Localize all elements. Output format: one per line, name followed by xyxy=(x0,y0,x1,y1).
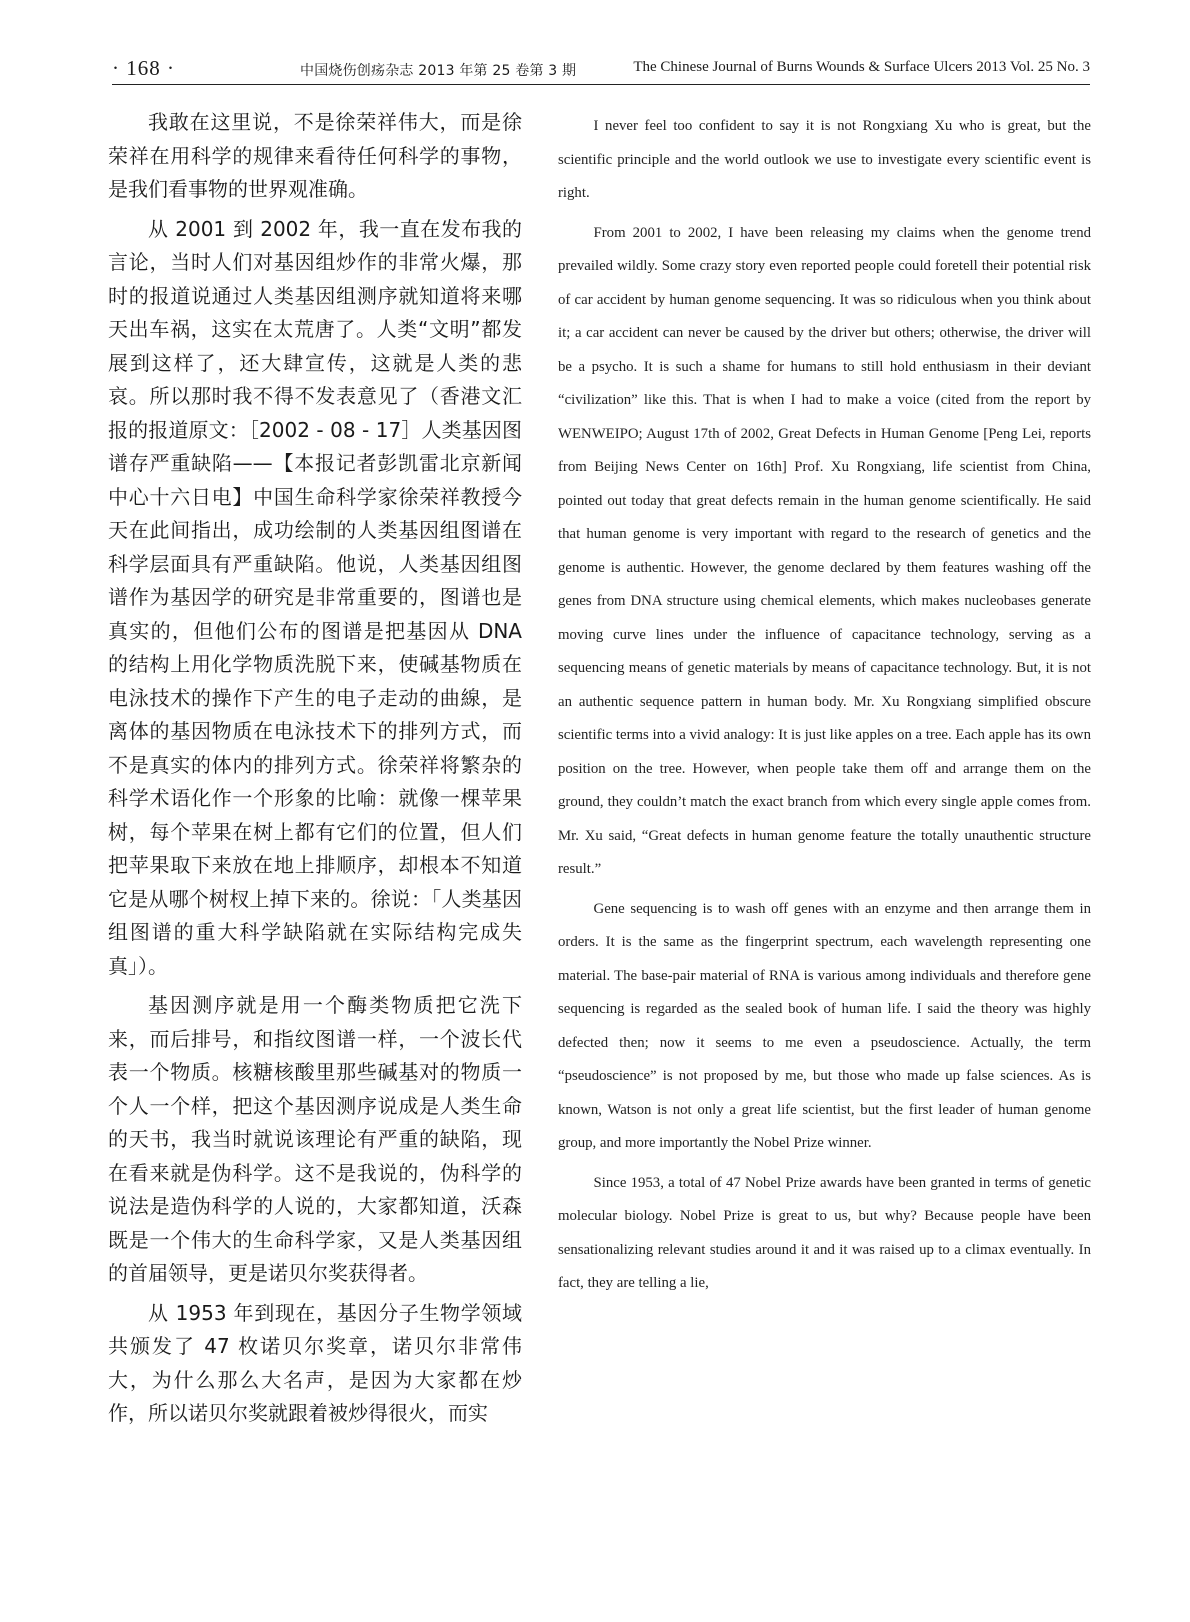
english-paragraph: Gene sequencing is to wash off genes with an enzyme and then arrange them in orders. It is the same as the fingerprint spectrum, each wavelength representing one material. The base-pair material of RNA is various among individuals and therefore gene sequencing is regarded as the sealed book of human life. I said the theory was highly defected then; now it seems to me even a pseudoscience. Actually, the term “pseudoscience” is not proposed by me, but those who made up false sciences. As is known, Watson is not only a great life scientist, but the first leader of human genome group, and more importantly the Nobel Prize winner. xyxy=(558,900,1091,1151)
chinese-column xyxy=(108,106,522,1437)
chinese-paragraph: 我敢在这里说，不是徐荣祥伟大，而是徐荣祥在用科学的规律来看待任何科学的事物，是我们看事物的世界观准确。 xyxy=(108,110,522,201)
english-paragraph: Since 1953, a total of 47 Nobel Prize awards have been granted in terms of genetic molecular biology. Nobel Prize is great to us, but why? Because people have been sensationalizing relevant studies around it and it was raised up to a climax eventually. In fact, they are telling a lie, xyxy=(558,1174,1091,1291)
chinese-paragraph: 基因测序就是用一个酶类物质把它洗下来，而后排号，和指纹图谱一样，一个波长代表一个物质。核糖核酸里那些碱基对的物质一个人一个样，把这个基因测序说成是人类生命的天书，我当时就说该理论有严重的缺陷，现在看来就是伪科学。这不是我说的，伪科学的说法是造伪科学的人说的，大家都知道，沃森既是一个伟大的生命科学家，又是人类基因组的首届领导，更是诺贝尔奖获得者。 xyxy=(108,993,522,1285)
english-paragraph: I never feel too confident to say it is not Rongxiang Xu who is great, but the scientific principle and the world outlook we use to investigate every scientific event is right. xyxy=(558,118,1091,201)
header-rule xyxy=(112,84,1090,85)
english-paragraph: From 2001 to 2002, I have been releasing my claims when the genome trend prevailed wildly. Some crazy story even reported people could foretell their potential risk of car accident by human genome sequencing. It was so ridiculous when you think about it; a car accident can never be caused by the driver but others; otherwise, the driver will be a psycho. It is such a shame for humans to still hold enthusiasm in their deviant “civilization” like this. That is when I had to make a voice (cited from the report by WENWEIPO; August 17th of 2002, Great Defects in Human Genome [Peng Lei, reports from Beijing News Center on 16th] Prof. Xu Rongxiang, life scientist from China, pointed out today that great defects remain in the human genome scientifically. He said that human genome is very important with regard to the research of genetics and the genome is authentic. However, the genome declared by them features washing off the genes from DNA structure using chemical elements, which makes nucleobases generate moving curve lines under the influence of capacitance technology, serving as a sequencing means of genetic materials by means of capacitance technology. But, it is not an authentic sequence pattern in human body. Mr. Xu Rongxiang simplified obscure scientific terms into a vivid analogy: It is just like apples on a tree. Each apple has its own position on the tree. However, when people take them off and arrange them on the ground, they couldn’t match the exact branch from which every single apple comes from. Mr. Xu said, “Great defects in human genome feature the totally unauthentic structure result.” xyxy=(558,224,1091,877)
running-header xyxy=(112,54,1090,84)
journal-title-chinese: 中国烧伤创疡杂志 2013 年第 25 卷第 3 期 xyxy=(300,63,577,79)
page-number: · 168 · xyxy=(112,56,175,80)
journal-title-english: The Chinese Journal of Burns Wounds & Surface Ulcers 2013 Vol. 25 No. 3 xyxy=(633,59,1090,75)
chinese-paragraph: 从 2001 到 2002 年，我一直在发布我的言论，当时人们对基因组炒作的非常火爆，那时的报道说通过人类基因组测序就知道将来哪天出车祸，这实在太荒唐了。人类“文明”都发展到这样了，还大肆宣传，这就是人类的悲哀。所以那时我不得不发表意见了（香港文汇报的报道原文：［2002 - 08 - 17］人类基因图谱存严重缺陷——【本报记者彭凯雷北京新闻中心十六日电】中国生命科学家徐荣祥教授今天在此间指出，成功绘制的人类基因组图谱在科学层面具有严重缺陷。他说，人类基因组图谱作为基因学的研究是非常重要的，图谱也是真实的，但他们公布的图谱是把基因从 DNA 的结构上用化学物质洗脱下来，使碱基物质在电泳技术的操作下产生的电子走动的曲線，是离体的基因物质在电泳技术下的排列方式，而不是真实的体内的排列方式。徐荣祥将繁杂的科学术语化作一个形象的比喻：就像一棵苹果树，每个苹果在树上都有它们的位置，但人们把苹果取下来放在地上排顺序，却根本不知道它是从哪个树杈上掉下来的。徐说：「人类基因组图谱的重大科学缺陷就在实际结构完成失真」）。 xyxy=(108,216,522,978)
english-column xyxy=(558,110,1091,1307)
chinese-paragraph: 从 1953 年到现在，基因分子生物学领域共颁发了 47 枚诺贝尔奖章，诺贝尔非常伟大，为什么那么大名声，是因为大家都在炒作，所以诺贝尔奖就跟着被炒得很火，而实 xyxy=(108,1300,522,1425)
